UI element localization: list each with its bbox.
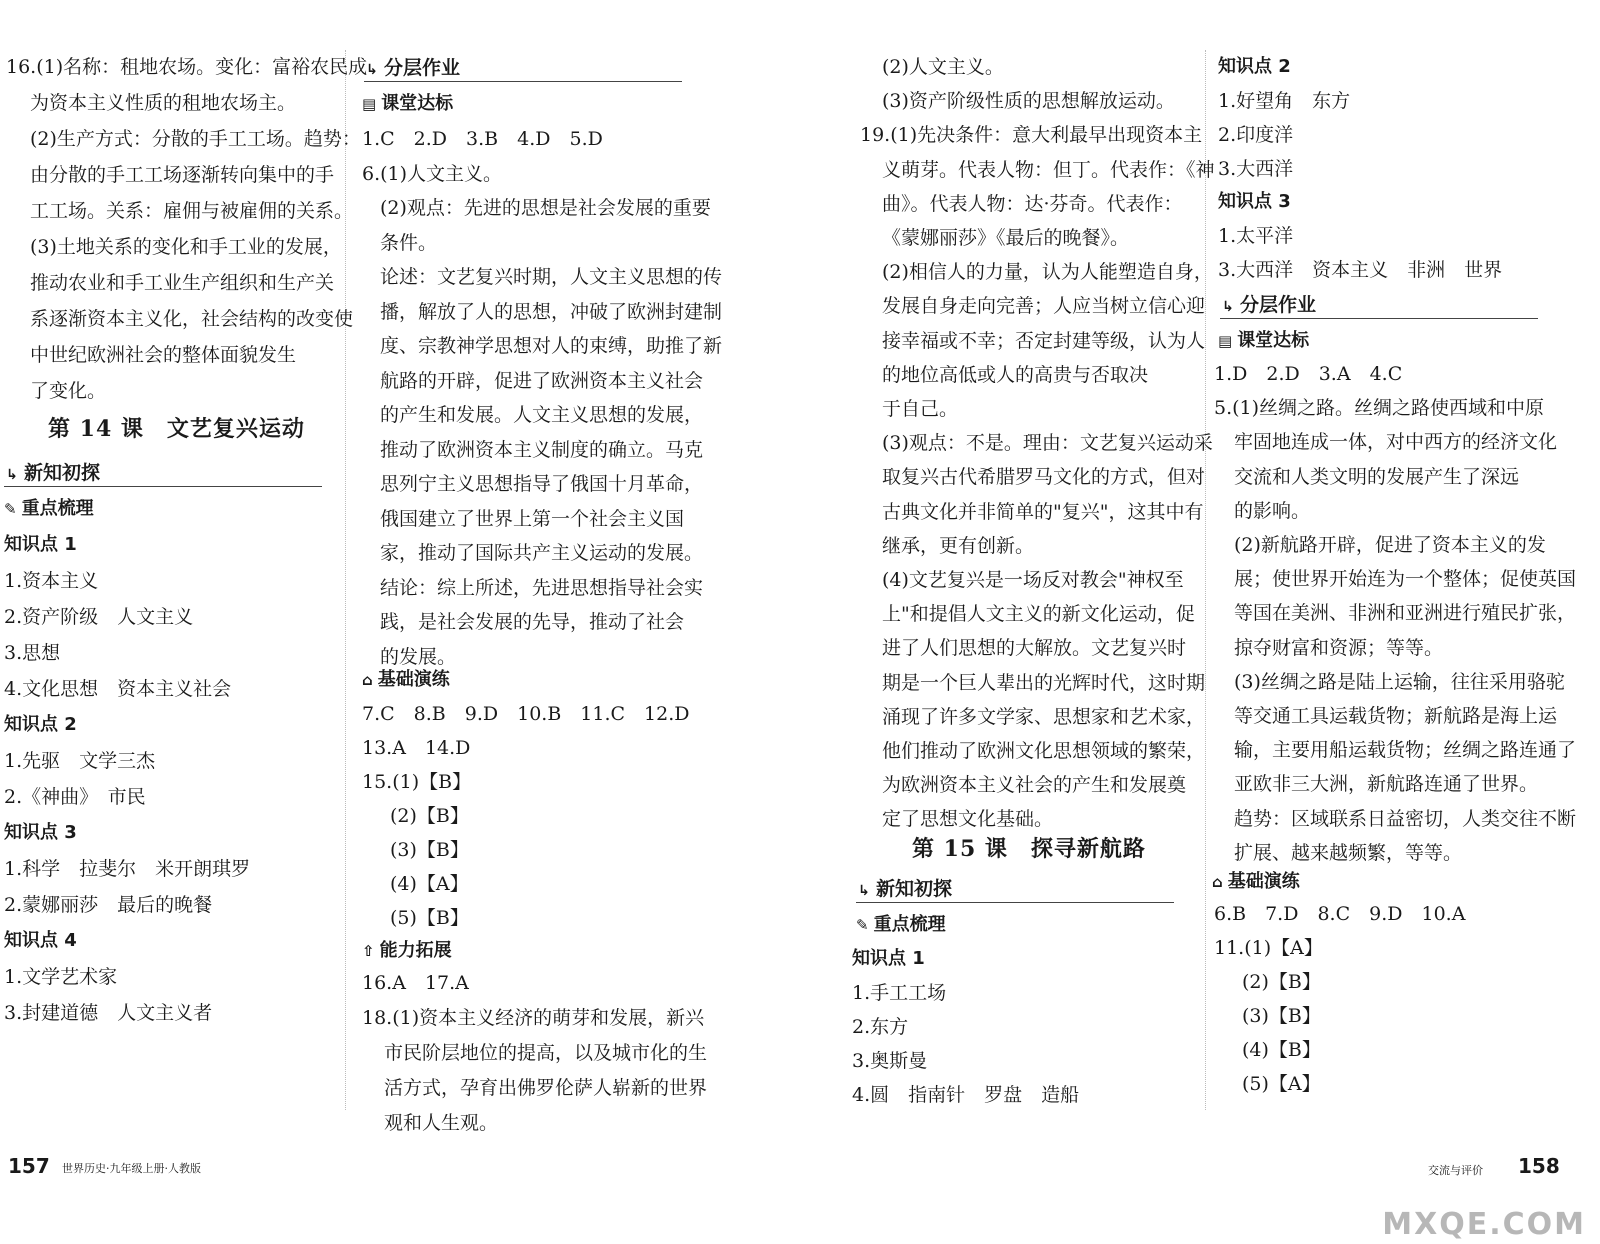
answer-line: 论述：文艺复兴时期，人文主义思想的传 (380, 266, 723, 288)
answer-line: 家，推动了国际共产主义运动的发展。 (380, 542, 704, 564)
answer-line: 牢固地连成一体，对中西方的经济文化 (1234, 431, 1558, 454)
answer-line: 的发展。 (380, 645, 457, 668)
sub-ketang-2 (1218, 329, 1309, 353)
watermark-text: MXQE.COM (1382, 1207, 1586, 1242)
answer-line: 为欧洲资本主义社会的产生和发展奠 (882, 774, 1187, 797)
answer-line: (2)相信人的力量，认为人能塑造自身， (882, 261, 1213, 284)
bookmark-arrow-icon: ↳ (858, 883, 870, 899)
answer-line: (3)土地关系的变化和手工业的发展， (30, 236, 342, 258)
answer-line: (4)【B】 (1242, 1039, 1321, 1061)
lesson-14-title: 第 14 课 文艺复兴运动 (48, 416, 305, 442)
answer-line: 中世纪欧洲社会的整体面貌发生 (30, 344, 297, 366)
section-fenceng-2 (1222, 293, 1316, 317)
answer-line: 5.(1)丝绸之路。丝绸之路使西域和中原 (1214, 397, 1545, 420)
answer-line: 3.大西洋 资本主义 非洲 世界 (1218, 259, 1503, 281)
lesson-15-title: 第 15 课 探寻新航路 (912, 836, 1146, 862)
section-fenceng (366, 56, 460, 80)
answer-line: (2)【B】 (390, 805, 469, 827)
answer-line: (2)生产方式：分散的手工工场。趋势： (30, 128, 361, 150)
answer-line: 工工场。关系：雇佣与被雇佣的关系。 (30, 200, 354, 222)
footer-right-label: 交流与评价 (1428, 1164, 1483, 1177)
answer-line: 《蒙娜丽莎》《最后的晚餐》。 (882, 227, 1130, 249)
answer-line: 2.资产阶级 人文主义 (4, 606, 194, 628)
column-separator (1205, 50, 1206, 1110)
answer-line: 15.(1)【B】 (362, 771, 472, 793)
answer-line: 市民阶层地位的提高，以及城市化的生 (384, 1042, 708, 1064)
answer-line: 1.太平洋 (1218, 225, 1294, 247)
answer-line: 1.文学艺术家 (4, 966, 118, 988)
answer-line: 他们推动了欧洲文化思想领域的繁荣， (882, 740, 1206, 762)
answer-line: (2)观点：先进的思想是社会发展的重要 (380, 197, 711, 219)
knowledge-point-2: 知识点 2 (4, 714, 77, 735)
answer-line: 等交通工具运载货物；新航路是海上运 (1234, 705, 1558, 727)
arrow-up-icon: ⇧ (362, 942, 375, 960)
answer-line: 俄国建立了世界上第一个社会主义国 (380, 507, 685, 530)
knowledge-point-1b: 知识点 1 (852, 948, 925, 969)
page-number-right: 158 (1518, 1154, 1560, 1178)
answer-line: 等国在美洲、非洲和亚洲进行殖民扩张， (1234, 602, 1577, 625)
answer-line: (2)【B】 (1242, 971, 1321, 993)
answer-line: 进了人们思想的大解放。文艺复兴时 (882, 637, 1187, 660)
knowledge-point-4: 知识点 4 (4, 930, 77, 951)
answer-line: 1.资本主义 (4, 570, 99, 592)
sub-ketang-2-label: 课堂达标 (1237, 330, 1310, 351)
sub-zhongdian (4, 497, 94, 521)
bookmark-arrow-icon: ↳ (6, 467, 18, 483)
answer-line: 古典文化并非简单的"复兴"，这其中有 (882, 500, 1204, 523)
section-xinzhi-2-label: 新知初探 (876, 878, 953, 900)
answer-line: 4.文化思想 资本主义社会 (4, 678, 232, 700)
answer-line: (4)【A】 (390, 873, 469, 895)
answer-line: 展；使世界开始连为一个整体；促使英国 (1234, 568, 1577, 591)
answer-line: 2.蒙娜丽莎 最后的晚餐 (4, 894, 213, 916)
answer-line: 的影响。 (1234, 499, 1311, 522)
answer-line: 由分散的手工工场逐渐转向集中的手 (30, 164, 335, 186)
answer-line: 上"和提倡人文主义的新文化运动，促 (882, 603, 1195, 626)
answer-line: 趋势：区域联系日益密切，人类交往不断 (1234, 807, 1577, 830)
answer-line: 涌现了许多文学家、思想家和艺术家， (882, 705, 1206, 728)
answer-line: 度、宗教神学思想对人的束缚，助推了新 (380, 335, 723, 357)
answer-line: 为资本主义性质的租地农场主。 (30, 92, 297, 114)
answer-line: 义萌芽。代表人物：但丁。代表作：《神 (882, 158, 1215, 181)
answer-line: 交流和人类文明的发展产生了深远 (1234, 465, 1520, 488)
answer-line: 3.奥斯曼 (852, 1050, 928, 1072)
answer-line: 于自己。 (882, 398, 959, 420)
answer-line: 1.好望角 东方 (1218, 90, 1351, 112)
foundation-icon: ⌂ (1212, 873, 1223, 891)
answer-line: 了变化。 (30, 380, 107, 402)
answer-line: 16.(1)名称：租地农场。变化：富裕农民成 (6, 56, 368, 78)
answer-line: 6.(1)人文主义。 (362, 162, 503, 185)
answer-line: 活方式，孕育出佛罗伦萨人崭新的世界 (384, 1077, 708, 1099)
section-xinzhi-rule (4, 486, 322, 487)
sub-jichu-2-label: 基础演练 (1227, 871, 1300, 892)
knowledge-point-3b: 知识点 3 (1218, 191, 1291, 212)
answer-line: 4.圆 指南针 罗盘 造船 (852, 1084, 1080, 1106)
sub-jichu (362, 668, 450, 692)
answer-line: 18.(1)资本主义经济的萌芽和发展，新兴 (362, 1007, 705, 1029)
book-icon: ▤ (1218, 332, 1233, 350)
book-icon: ▤ (362, 95, 377, 113)
answer-line: 的产生和发展。人文主义思想的发展， (380, 404, 704, 426)
answer-line: (4)文艺复兴是一场反对教会"神权至 (882, 569, 1184, 591)
answer-line: 接幸福或不幸；否定封建等级，认为人 (882, 329, 1206, 352)
answer-line: 11.(1)【A】 (1214, 937, 1323, 959)
knowledge-point-1: 知识点 1 (4, 534, 77, 555)
answer-line: 1.D 2.D 3.A 4.C (1214, 363, 1403, 385)
answer-line: 19.(1)先决条件：意大利最早出现资本主 (860, 124, 1203, 147)
bookmark-arrow-icon: ↳ (366, 62, 378, 78)
answer-line: 条件。 (380, 231, 438, 254)
section-xinzhi-label: 新知初探 (24, 462, 101, 484)
answer-line: (3)丝绸之路是陆上运输，往往采用骆驼 (1234, 670, 1565, 693)
answer-line: 16.A 17.A (362, 972, 469, 994)
pencil-icon: ✎ (4, 500, 17, 518)
answer-line: 6.B 7.D 8.C 9.D 10.A (1214, 903, 1466, 925)
answer-line: 扩展、越来越频繁，等等。 (1234, 841, 1463, 864)
section-fenceng-2-rule (1220, 318, 1538, 319)
answer-line: (3)【B】 (1242, 1005, 1321, 1027)
answer-line: 3.封建道德 人文主义者 (4, 1002, 213, 1024)
answer-line: 3.大西洋 (1218, 158, 1294, 180)
section-fenceng-rule (364, 81, 682, 82)
answer-line: (5)【A】 (1242, 1073, 1321, 1095)
answer-line: 定了思想文化基础。 (882, 808, 1054, 831)
answer-line: 观和人生观。 (384, 1112, 499, 1134)
answer-line: 2.《神曲》 市民 (4, 786, 146, 808)
sub-ketang-label: 课堂达标 (381, 93, 454, 114)
answer-line: (3)【B】 (390, 839, 469, 861)
answer-line: 结论：综上所述，先进思想指导社会实 (380, 576, 704, 599)
answer-line: 1.手工工场 (852, 982, 947, 1004)
sub-nengli-label: 能力拓展 (379, 940, 452, 961)
answer-line: 践，是社会发展的先导，推动了社会 (380, 611, 685, 633)
answer-line: 掠夺财富和资源；等等。 (1234, 636, 1444, 659)
sub-ketang (362, 92, 453, 116)
answer-line: 取复兴古代希腊罗马文化的方式，但对 (882, 466, 1206, 489)
sub-zhongdian-2 (856, 913, 946, 937)
section-xinzhi (6, 461, 100, 485)
answer-line: 播，解放了人的思想，冲破了欧洲封建制 (380, 300, 723, 323)
answer-line: 2.印度洋 (1218, 124, 1294, 146)
answer-line: 系逐渐资本主义化，社会结构的改变使 (30, 308, 354, 330)
answer-line: 发展自身走向完善；人应当树立信心迎 (882, 295, 1206, 318)
answer-line: 1.先驱 文学三杰 (4, 750, 156, 772)
sub-jichu-2 (1212, 870, 1300, 894)
answer-line: (2)新航路开辟，促进了资本主义的发 (1234, 534, 1546, 556)
answer-line: 亚欧非三大洲，新航路连通了世界。 (1234, 773, 1539, 796)
sub-jichu-label: 基础演练 (377, 669, 450, 690)
section-fenceng-label: 分层作业 (384, 57, 461, 79)
answer-line: 航路的开辟，促进了欧洲资本主义社会 (380, 369, 704, 392)
answer-line: (3)观点：不是。理由：文艺复兴运动采 (882, 432, 1213, 455)
answer-line: 7.C 8.B 9.D 10.B 11.C 12.D (362, 703, 690, 725)
answer-line: 1.科学 拉斐尔 米开朗琪罗 (4, 858, 251, 880)
knowledge-point-2b: 知识点 2 (1218, 56, 1291, 77)
sub-zhongdian-2-label: 重点梳理 (873, 914, 946, 935)
answer-line: 曲》。代表人物：达·芬奇。代表作： (882, 192, 1183, 215)
knowledge-point-3: 知识点 3 (4, 822, 77, 843)
answer-line: 期是一个巨人辈出的光辉时代，这时期 (882, 671, 1206, 694)
bookmark-arrow-icon: ↳ (1222, 299, 1234, 315)
answer-line: 输，主要用船运载货物；丝绸之路连通了 (1234, 739, 1577, 762)
sub-zhongdian-label: 重点梳理 (21, 498, 94, 519)
sub-nengli (362, 939, 452, 963)
answer-line: 3.思想 (4, 642, 61, 664)
answer-line: 1.C 2.D 3.B 4.D 5.D (362, 128, 603, 150)
page-number-left: 157 (8, 1154, 50, 1178)
answer-line: 13.A 14.D (362, 737, 471, 759)
answer-line: 2.东方 (852, 1016, 909, 1038)
answer-line: 推动农业和手工业生产组织和生产关 (30, 272, 335, 294)
answer-line: 继承，更有创新。 (882, 534, 1035, 557)
answer-line: 推动了欧洲资本主义制度的确立。马克 (380, 438, 704, 461)
section-xinzhi-2-rule (856, 902, 1174, 903)
answer-line: 思列宁主义思想指导了俄国十月革命， (380, 473, 704, 495)
answer-line: (3)资产阶级性质的思想解放运动。 (882, 90, 1175, 113)
section-fenceng-2-label: 分层作业 (1240, 294, 1317, 316)
answer-line: 的地位高低或人的高贵与否取决 (882, 363, 1149, 386)
foundation-icon: ⌂ (362, 671, 373, 689)
answer-line: (2)人文主义。 (882, 56, 1004, 78)
answer-line: (5)【B】 (390, 907, 469, 929)
pencil-icon: ✎ (856, 916, 869, 934)
section-xinzhi-2 (858, 877, 952, 901)
footer-book-title: 世界历史·九年级上册·人教版 (62, 1162, 201, 1175)
